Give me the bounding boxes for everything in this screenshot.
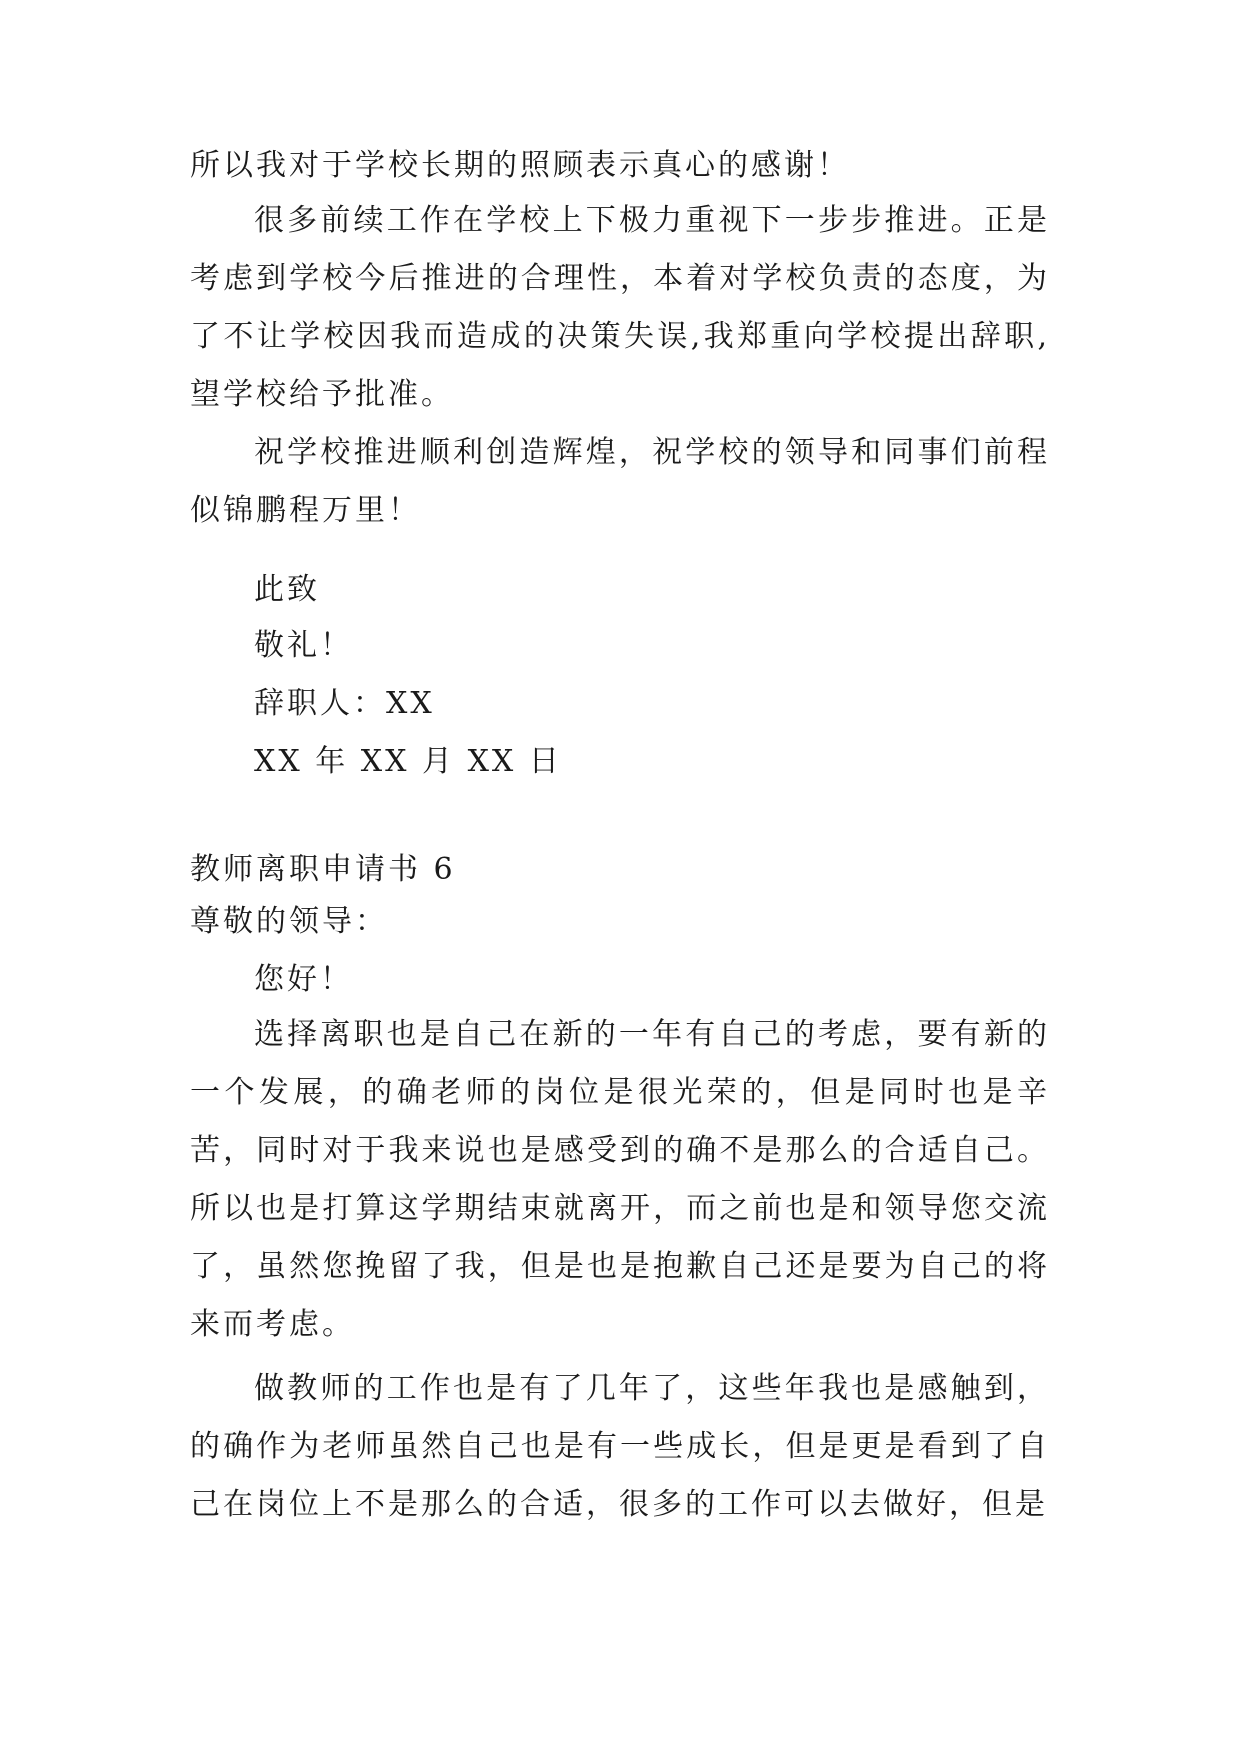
signature-line: 辞职人：XX xyxy=(254,686,435,721)
date-line: XX 年 XX 月 XX 日 xyxy=(254,744,562,779)
salutation: 尊敬的领导： xyxy=(190,904,388,939)
paragraph-work-progress: 很多前续工作在学校上下极力重视下一步步推进。正是考虑到学校今后推进的合理性，本着对学校负责的态度，为了不让学校因我而造成的决策失误,我郑重向学校提出辞职,望学校给予批准。 xyxy=(190,203,1050,412)
paragraph-reason: 选择离职也是自己在新的一年有自己的考虑，要有新的一个发展，的确老师的岗位是很光荣的，但是同时也是辛苦，同时对于我来说也是感受到的确不是那么的合适自己。所以也是打算这学期结束就离开，而之前也是和领导您交流了，虽然您挽留了我，但是也是抱歉自己还是要为自己的将来而考虑。 xyxy=(190,1017,1050,1342)
paragraph-continued-tail: 所以我对于学校长期的照顾表示真心的感谢！ xyxy=(190,148,850,183)
paragraph-experience: 做教师的工作也是有了几年了，这些年我也是感触到，的确作为老师虽然自己也是有一些成长，但是更是看到了自己在岗位上不是那么的合适，很多的工作可以去做好，但是 xyxy=(190,1371,1050,1522)
greeting: 您好！ xyxy=(254,962,353,997)
paragraph-wishes: 祝学校推进顺利创造辉煌，祝学校的领导和同事们前程似锦鹏程万里！ xyxy=(190,435,1050,528)
section-title: 教师离职申请书 6 xyxy=(190,852,456,887)
closing-regards: 敬礼！ xyxy=(254,628,353,663)
closing-salutation: 此致 xyxy=(254,572,320,607)
